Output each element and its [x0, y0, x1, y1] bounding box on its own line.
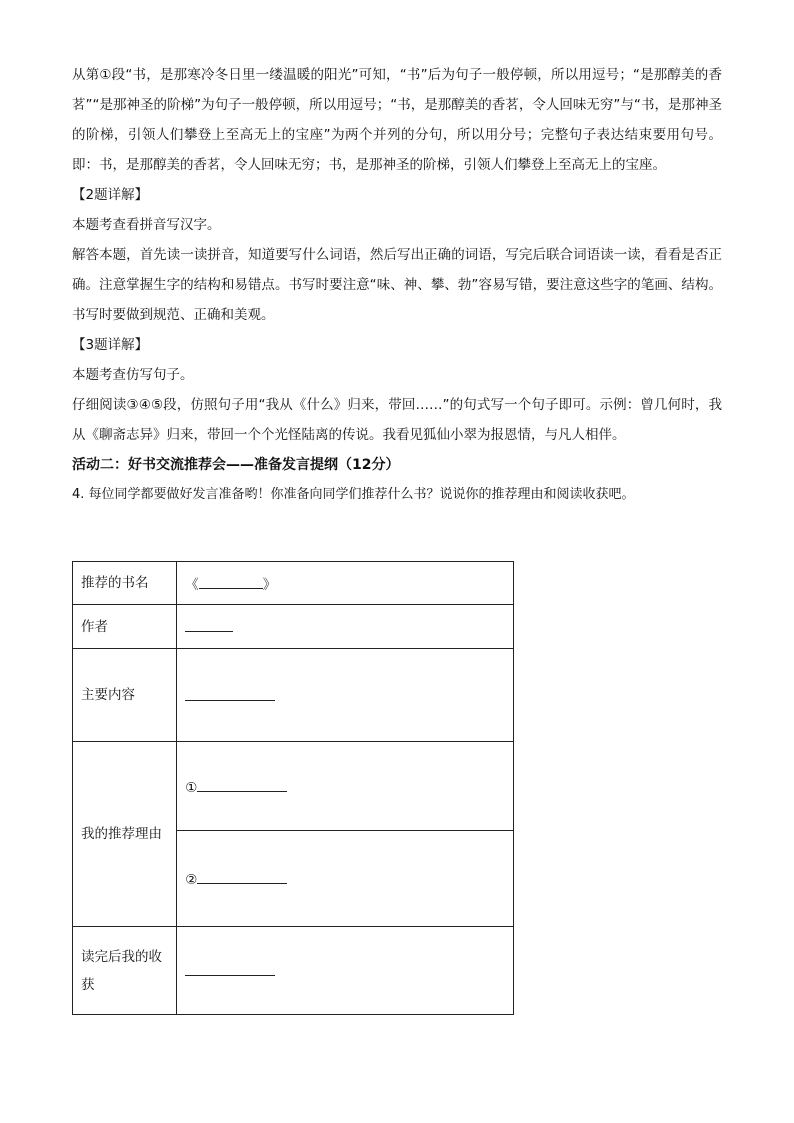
heading-q2: 【2题详解】: [72, 187, 149, 203]
book-open-bracket: 《: [185, 577, 199, 593]
harvest-blank[interactable]: [185, 961, 275, 976]
row-harvest: [73, 927, 514, 1015]
recommendation-table: [72, 561, 514, 1015]
q3-line1: 本题考查仿写句子。: [72, 367, 194, 383]
reason1-marker: ①: [185, 779, 198, 796]
book-title-field[interactable]: [177, 562, 514, 605]
heading-q3: 【3题详解】: [72, 337, 149, 353]
harvest-field[interactable]: [177, 927, 514, 1015]
row-author: [73, 605, 514, 649]
reason2-blank[interactable]: [197, 869, 287, 884]
label-author: 作者: [73, 605, 177, 649]
document-body: [72, 60, 722, 510]
label-reason: 我的推荐理由: [73, 742, 177, 927]
activity-title: 活动二：好书交流推荐会——准备发言提纲（12分）: [72, 457, 400, 473]
reason2-field[interactable]: [177, 831, 514, 927]
row-content: [73, 649, 514, 742]
row-book-title: [73, 562, 514, 605]
label-book-title: 推荐的书名: [73, 562, 177, 605]
q2-line2: 解答本题，首先读一读拼音，知道要写什么词语，然后写出正确的词语，写完后联合词语读一读，看看是否正确。注意掌握生字的结构和易错点。书写时要注意“味、神、攀、勃”容易写错，要注意这些字的笔画、结构。书写时要做到规范、正确和美观。: [72, 247, 722, 323]
content-field[interactable]: [177, 649, 514, 742]
book-title-blank[interactable]: [199, 574, 263, 589]
q3-line2: 仔细阅读③④⑤段，仿照句子用“我从《什么》归来，带回……”的句式写一个句子即可。示例：曾几何时，我从《聊斋志异》归来，带回一个个光怪陆离的传说。我看见狐仙小翠为报恩情，与凡人相伴。: [72, 397, 722, 443]
book-close-bracket: 》: [262, 577, 277, 593]
label-harvest: 读完后我的收获: [73, 927, 177, 1015]
reason1-blank[interactable]: [197, 777, 287, 792]
label-main-content: 主要内容: [73, 649, 177, 742]
q2-line1: 本题考查看拼音写汉字。: [72, 217, 221, 233]
row-reason-1: [73, 742, 514, 831]
author-field[interactable]: [177, 605, 514, 649]
content-blank[interactable]: [185, 686, 275, 701]
reason2-marker: ②: [185, 872, 198, 888]
question-4: 4. 每位同学都要做好发言准备哟！你准备向同学们推荐什么书？说说你的推荐理由和阅读收获吧。: [72, 487, 635, 502]
paragraph-q1-answer: 从第①段“书，是那寒冷冬日里一缕温暖的阳光”可知，“书”后为句子一般停顿，所以用逗号；“是那醇美的香茗”“是那神圣的阶梯”为句子一般停顿，所以用逗号；“书，是那醇美的香茗，令人回味无穷”与“书，是那神圣的阶梯，引领人们攀登上至高无上的宝座”为两个并列的分句，所以用分号；完整句子表达结束要用句号。即：书，是那醇美的香茗，令人回味无穷；书，是那神圣的阶梯，引领人们攀登上至高无上的宝座。: [72, 67, 722, 173]
author-blank[interactable]: [185, 617, 233, 632]
reason1-field[interactable]: [177, 742, 514, 831]
